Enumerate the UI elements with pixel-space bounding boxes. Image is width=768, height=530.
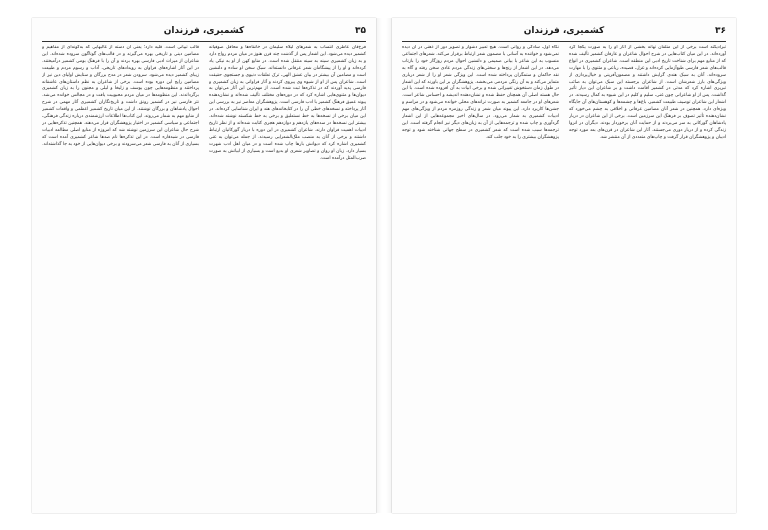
left-page-header [42, 24, 366, 42]
right-page-number: ۳۶ [715, 26, 726, 36]
left-page-number: ۳۵ [355, 26, 366, 36]
left-page [32, 18, 376, 513]
left-page-column-left [42, 45, 199, 503]
right-page [392, 18, 736, 513]
right-page-column-right [569, 45, 726, 503]
right-page-columns [402, 45, 726, 503]
paragraph: نگاه اول، سادگی و روانی است. هیچ تعبیر دشوار و تصویر دور از ذهنی در آن دیده نمی‌شود و خواننده به آسانی با مضمون شعر ارتباط برقرار می‌کند. شعرهای اجتماعی منسوب به این شاعر با بیانی صمیمی و دلنشین احوال مردم روزگار خود را بازتاب می‌دهد. در این اشعار از رنج‌ها و سختی‌های زندگی مردم عادی سخن رفته و گاه به نقد حاکمان و ستمگران پرداخته شده است. این ویژگی شعر او را از شعر درباری متمایز می‌کند و به آن رنگی مردمی می‌بخشد. پژوهشگران بر این باورند که این اشعار در طول زمان دستخوش تغییراتی شده و برخی ابیات به آن افزوده شده است. با این حال هسته اصلی آن همچنان حفظ شده و نشان‌دهنده اندیشه و احساس شاعر است. شعرهای او در جامعه کشمیر به صورت ترانه‌های محلی خوانده می‌شود و در مراسم و جشن‌ها کاربرد دارد. این پیوند میان شعر و زندگی روزمره مردم از ویژگی‌های مهم ادبیات کشمیری به شمار می‌رود. در سال‌های اخیر مجموعه‌هایی از این اشعار گردآوری و چاپ شده و ترجمه‌هایی از آن به زبان‌های دیگر نیز انجام گرفته است. این ترجمه‌ها سبب شده است که شعر کشمیری در سطح جهانی شناخته شود و توجه پژوهشگران بیشتری را به خود جلب کند. [402, 45, 559, 140]
paragraph: قالب تیپانی است. قلیه دارد؛ یعنی آن دسته از غالبهایی که به‌گونه‌ای از مفاهیم و مضامین دینی و تاریخی بهره می‌گیرند و در قالب‌های گوناگون سروده شده‌اند. این شاعران از میراث ادبی فارسی بهره بردند و آن را با فرهنگ بومی کشمیر درآمیختند. در این آثار اشاره‌های فراوان به رویدادهای تاریخی، آداب و رسوم مردم و طبیعت زیبای کشمیر دیده می‌شود. سرودن شعر در مدح بزرگان و ستایش اولیای دین نیز از مضامین رایج این دوره بوده است. برخی از شاعران به نظم داستان‌های عاشقانه پرداختند و منظومه‌هایی چون یوسف و زلیخا و لیلی و مجنون را به زبان کشمیری برگرداندند. این منظومه‌ها در میان مردم محبوبیت یافت و در مجالس خوانده می‌شد. نثر فارسی نیز در کشمیر رونق داشت و تاریخ‌نگاران کشمیری آثار مهمی در شرح احوال پادشاهان و بزرگان نوشتند. از این میان تاریخ کشمیر اعظمی و واقعات کشمیر از منابع مهم به شمار می‌روند. این کتاب‌ها اطلاعات ارزشمندی درباره زندگی فرهنگی، اجتماعی و سیاسی کشمیر در اختیار پژوهشگران قرار می‌دهند. همچنین تذکره‌هایی در شرح حال شاعران این سرزمین نوشته شد که امروزه از منابع اصلی مطالعه ادبیات فارسی در شبه‌قاره است. در این تذکره‌ها نام صدها شاعر کشمیری آمده است که بسیاری از آنان به فارسی شعر می‌سرودند و برخی دیوان‌هایی از خود به جا گذاشته‌اند. [42, 45, 199, 147]
left-page-column-right [209, 45, 366, 503]
right-page-header [402, 24, 726, 42]
paragraph: تبرادیکته است برخی از این متلفان تهانه بخشی از آثار او را به صورت یکجا گرد آورده‌اند. در این میان کتاب‌هایی در شرح احوال شاعران و عارفان کشمیر تألیف شده که از منابع مهم برای شناخت تاریخ ادبی این منطقه است. شاعران کشمیری در انواع قالب‌های شعر فارسی طبع‌آزمایی کرده‌اند و غزل، قصیده، رباعی و مثنوی را با مهارت سروده‌اند. آنان به سبک هندی گرایش داشتند و مضمون‌آفرینی و خیال‌پردازی از ویژگی‌های بارز شعرشان است. از شاعران برجسته این سبک می‌توان به صائب تبریزی اشاره کرد که مدتی در کشمیر اقامت داشت و بر شاعران این دیار تأثیر گذاشت. پس از او شاعرانی چون غنی، سلیم و کلیم در این شیوه به کمال رسیدند. در اشعار این شاعران توصیف طبیعت کشمیر، باغ‌ها و چشمه‌ها و کوهستان‌های آن جایگاه ویژه‌ای دارد. همچنین در شعر آنان مضامین عرفانی و اخلاقی به چشم می‌خورد که نشان‌دهنده تأثیر تصوف بر فرهنگ این سرزمین است. برخی از این شاعران در دربار پادشاهان گورکانی به سر می‌بردند و از حمایت آنان برخوردار بودند. دیگران در انزوا زندگی کرده و از دربار دوری می‌جستند. آثار این شاعران در قرن‌های بعد مورد توجه ادیبان و پژوهشگران قرار گرفت و چاپ‌های متعددی از آن منتشر شد. [569, 45, 726, 140]
paragraph: فرخ‌قان عاطری انتساب به شعرهای لیلاه سلیمان در خانقاه‌ها و محافل صوفیانه کشمیر دیده می‌شود. این اشعار پس از گذشت چند قرن هنوز در میان مردم رواج دارد و به زبان کشمیری سینه به سینه منتقل شده است. در منابع کهن از او به نیکی یاد کرده‌اند و او را از پیشگامان شعر عرفانی دانسته‌اند. سبک سخن او ساده و دلنشین است و مضامین آن بیشتر در بیان عشق الهی، ترک تعلقات دنیوی و جستجوی حقیقت است. شاعران پس از او از شیوه وی پیروی کردند و آثار فراوانی به زبان کشمیری و فارسی پدید آوردند که در تذکره‌ها ثبت شده است. از مهم‌ترین این آثار می‌توان به دیوان‌ها و مثنوی‌هایی اشاره کرد که در دوره‌های مختلف تألیف شده‌اند و نشان‌دهنده پیوند عمیق فرهنگ کشمیر با ادب فارسی است. پژوهشگران معاصر نیز به بررسی این آثار پرداخته و نسخه‌های خطی آن را در کتابخانه‌های هند و ایران شناسایی کرده‌اند. در این میان برخی از نسخه‌ها به خط نستعلیق و برخی به خط شکسته نوشته شده‌اند. بیشتر این نسخه‌ها در سده‌های یازدهم و دوازدهم هجری کتابت شده‌اند و از نظر تاریخ ادبیات اهمیت فراوان دارند. شاعران کشمیری در این دوره با دربار گورکانیان ارتباط داشتند و برخی از آنان به منصب ملک‌الشعرایی رسیدند. از جمله می‌توان به غنی کشمیری اشاره کرد که دیوانش بارها چاپ شده است و در میان اهل ادب شهرت بسیار دارد. زبان او روان و تصاویر شعری او بدیع است و بسیاری از ابیاتش به صورت ضرب‌المثل درآمده است. [209, 45, 366, 161]
left-page-running-title: کشمیری، فرزندان [163, 26, 245, 36]
right-page-column-left [402, 45, 559, 503]
left-page-columns [42, 45, 366, 503]
right-page-running-title: کشمیری، فرزندان [523, 26, 605, 36]
book-gutter [376, 18, 392, 513]
